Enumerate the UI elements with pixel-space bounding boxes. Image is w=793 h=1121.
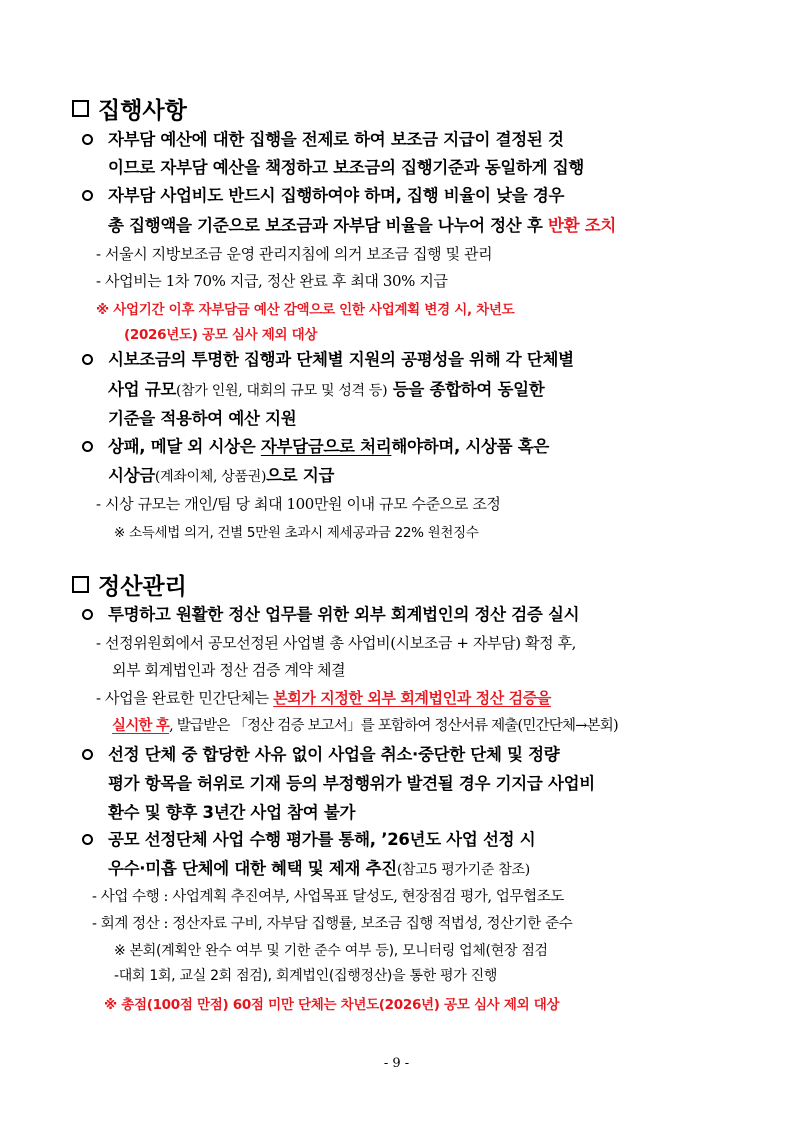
emphasis-red: 반환 조치: [547, 216, 616, 235]
bullet-text: 투명하고 원활한 정산 업무를 위한 외부 회계법인의 정산 검증 실시: [108, 605, 580, 624]
note-text: ※ 본회(계획안 완수 여부 및 기한 준수 여부 등), 모니터링 업체(현장 점검: [114, 943, 548, 959]
detail-text: - 회계 정산 : 정산자료 구비, 자부담 집행률, 보조금 집행 적법성, 정산기한 준수: [92, 916, 573, 932]
bullet-text: 이므로 자부담 예산을 책정하고 보조금의 집행기준과 동일하게 집행: [108, 158, 585, 177]
bullet-circle-icon: [82, 609, 93, 620]
bullet-text: 환수 및 향후 3년간 사업 참여 불가: [108, 803, 356, 822]
warning-note: ※ 총점(100점 만점) 60점 미만 단체는 차년도(2026년) 공모 심사 제외 대상: [104, 997, 560, 1013]
emphasis-red: 실시한 후: [112, 718, 170, 734]
bullet-text: 사업 규모(참가 인원, 대회의 규모 및 성격 등) 등을 종합하여 동일한: [108, 380, 545, 399]
detail-text: - 서울시 지방보조금 운영 관리지침에 의거 보조금 집행 및 관리: [96, 245, 493, 263]
detail-text: - 사업 수행 : 사업계획 추진여부, 사업목표 달성도, 현장점검 평가, 업무협조도: [92, 889, 564, 905]
bullet-circle-icon: [82, 134, 93, 145]
bullet-circle-icon: [82, 354, 93, 365]
detail-text: - 사업을 완료한 민간단체는 본회가 지정한 외부 회계법인과 정산 검증을: [96, 689, 551, 707]
bullet-text: 상패, 메달 외 시상은 자부담금으로 처리해야하며, 시상품 혹은: [108, 437, 550, 456]
bullet-text: 선정 단체 중 합당한 사유 없이 사업을 취소·중단한 단체 및 정량: [108, 745, 560, 764]
bullet-text: 공모 선정단체 사업 수행 평가를 통해, ’26년도 사업 선정 시: [108, 830, 536, 849]
detail-text: - 선정위원회에서 공모선정된 사업별 총 사업비(시보조금 + 자부담) 확정 후,: [96, 634, 577, 652]
bullet-circle-icon: [82, 834, 93, 845]
note-text: ※ 소득세법 의거, 건별 5만원 초과시 제세공과금 22% 원천징수: [114, 525, 479, 541]
underlined-emphasis: 자부담금으로 처리: [260, 437, 392, 456]
note-text: -대회 1회, 교실 2회 점검), 회계법인(집행정산)을 통한 평가 진행: [114, 968, 498, 984]
checkbox-square-icon: [72, 576, 89, 593]
page-number: - 9 -: [383, 1056, 410, 1071]
emphasis-red: 본회가 지정한 외부 회계법인과 정산 검증을: [273, 689, 551, 707]
bullet-circle-icon: [82, 749, 93, 760]
bullet-text: 시상금(계좌이체, 상품권)으로 지급: [108, 466, 335, 485]
bullet-text: 시보조금의 투명한 집행과 단체별 지원의 공평성을 위해 각 단체별: [108, 350, 574, 369]
detail-text: - 시상 규모는 개인/팀 당 최대 100만원 이내 규모 수준으로 조정: [96, 495, 501, 513]
bullet-text: 자부담 예산에 대한 집행을 전제로 하여 보조금 지급이 결정된 것: [108, 130, 564, 149]
checkbox-square-icon: [72, 100, 89, 117]
bullet-text: 총 집행액을 기준으로 보조금과 자부담 비율을 나누어 정산 후 반환 조치: [108, 216, 616, 235]
detail-text: 외부 회계법인과 정산 검증 계약 체결: [112, 661, 346, 679]
bullet-circle-icon: [82, 441, 93, 452]
bullet-circle-icon: [82, 190, 93, 201]
warning-note: ※ 사업기간 이후 자부담금 예산 감액으로 인한 사업계획 변경 시, 차년도: [96, 302, 515, 318]
section-title-settlement: 정산관리: [70, 568, 187, 601]
bullet-text: 우수·미흡 단체에 대한 혜택 및 제재 추진(참고5 평가기준 참조): [108, 859, 530, 878]
bullet-text: 평가 항목을 허위로 기재 등의 부정행위가 발견될 경우 기지급 사업비: [108, 774, 595, 793]
warning-note: (2026년도) 공모 심사 제외 대상: [124, 327, 318, 343]
bullet-text: 기준을 적용하여 예산 지원: [108, 409, 297, 428]
bullet-text: 자부담 사업비도 반드시 집행하여야 하며, 집행 비율이 낮을 경우: [108, 186, 565, 205]
detail-text: - 사업비는 1차 70% 지급, 정산 완료 후 최대 30% 지급: [96, 272, 448, 290]
detail-text: 실시한 후, 발급받은 「정산 검증 보고서」를 포함하여 정산서류 제출(민간단체→본회): [112, 718, 618, 734]
section-title-execution: 집행사항: [70, 92, 187, 125]
